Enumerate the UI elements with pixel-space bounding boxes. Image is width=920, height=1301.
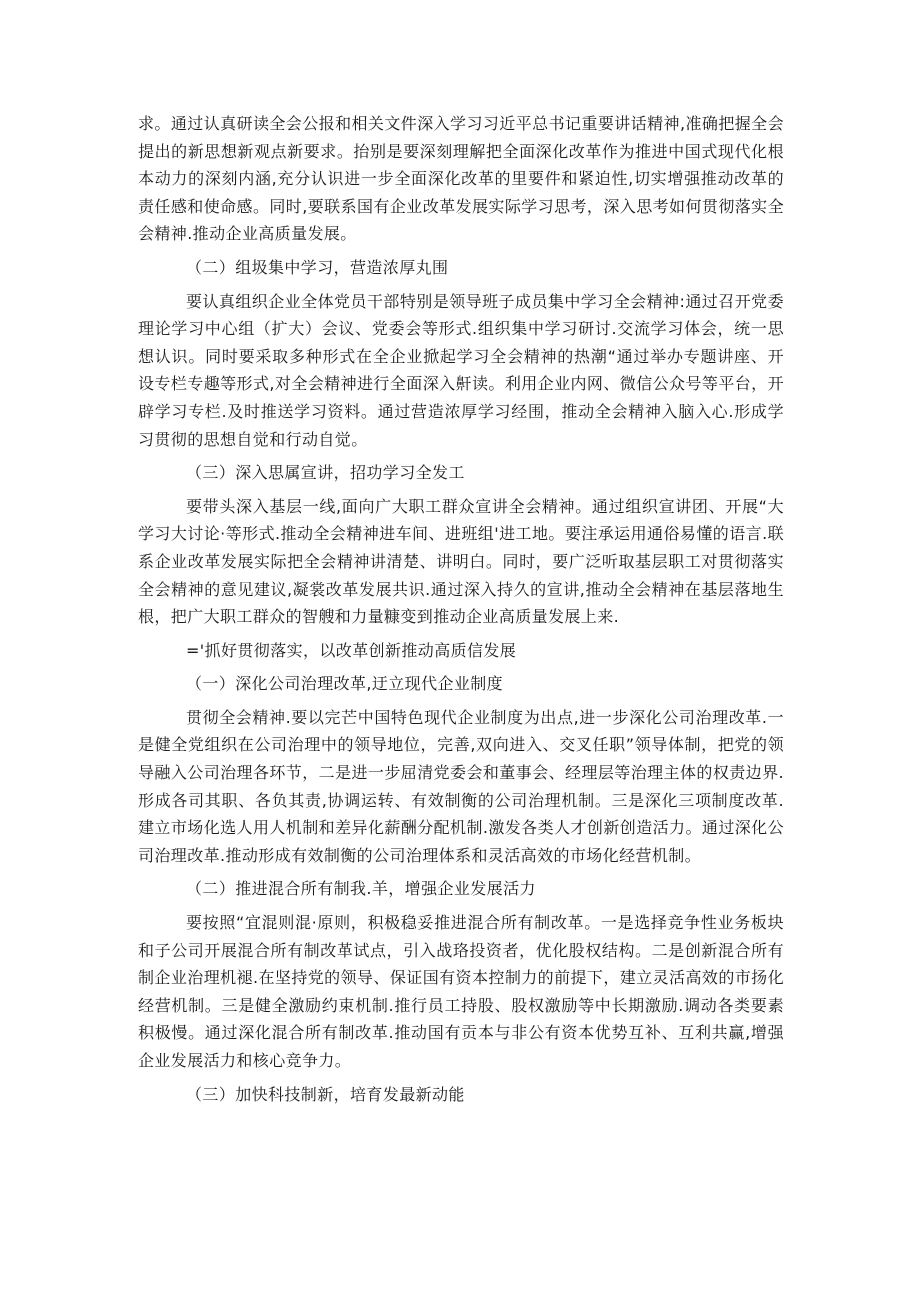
paragraph-centralized-study: 要认真组织企业全体党员干部特别是领导班子成员集中学习全会精神:通过召开党委理论学习中心组（扩大）会议、党委会等形式.组织集中学习研讨.交流学习体会，统一思想认识。同时要采取多种形式在全企业掀起学习全会精神的热潮“通过举办专题讲座、开设专栏专趣等形式,对全会精神进行全面深入鼾读。利用企业内网、微信公众号等平台，开辟学习专栏.及时推送学习资料。通过营造浓厚学习经围，推动全会精神入脑入心.形成学习贯彻的思想自觉和行动自觉。 — [138, 291, 784, 449]
paragraph-grassroots-lectures: 要带头深入基层一线,面向广大职工群众宣讲全会精神。通过组织宣讲团、开展“大学习大讨论·等形式.推动全会精神进车间、进班组'进工地。要注承运用通俗易懂的语言.联系企业改革发展实际把全会精神讲清楚、讲明白。同时，要广泛听取基层职工对贯彻落实全会精神的意见建议,凝裳改革发展共识.通过深入持久的宣讲,推动全会精神在基层落地生根，把广大职工群众的智艘和力量糠变到推动企业高质量发展上来. — [138, 496, 784, 627]
paragraph-corporate-governance: 贯彻全会精神.要以完芒中国特色现代企业制度为出点,进一步深化公司治理改革.一是健全党组织在公司治理中的领导地位，完善,双向进入、交叉任职”领导体制，把党的领导融入公司治理各环节，二是进一步屈清党委会和董事会、经理层等治理主体的权责边界.形成各司其职、各负其责,协调运转、有效制衡的公司治理机制。三是深化三项制度改革.建立市场化选人用人机制和差异化薪酬分配机制.激发各类人才创新创造活力。通过深化公司治理改革.推动形成有效制衡的公司治理体系和灵活高效的市场化经营机制。 — [138, 707, 784, 865]
section-heading-grassroots-lectures: （三）深入思属宣讲，招功学习全发工 — [186, 463, 465, 483]
section-heading-centralized-study: （二）组圾集中学习，营造浓厚丸围 — [186, 257, 449, 277]
paragraph-study-requirements: 求。通过认真研读全会公报和相关文件深入学习习近平总书记重要讲话精神,准确把握全会提出的新思想新观点新要求。抬别是要深刻理解把全面深化改革作为推进中国式现代化根本动力的深刻内涵,充分认识进一步全面深化改革的里要件和紧迫性,切实增强推动改革的责任感和使命感。同时,要联系国有企业改革发展实际学习思考，深入思考如何贯彻落实全会精神.推动企业高质量发展。 — [138, 114, 784, 244]
section-heading-corporate-governance: （一）深化公司治理改革,迂立现代企业制度 — [186, 674, 504, 694]
paragraph-mixed-ownership: 要按照“宜混则混·原则，积极稳妥推进混合所有制改革。一是选择竞争性业务板块和子公司开展混合所有制改革试点，引入战珞投资者，优化股权结构。二是创新混合所有制企业治理机褪.在坚持党的领导、保证国有资本控制力的前提下，建立灵活高效的市扬化经营机制。三是健全激励约束机制.推行员工持股、股权激励等中长期激励.调动各类要素积极慢。通过深化混合所有制改革.推动国有贡本与非公有资本优势互补、互利共赢,增强企业发展活力和核心竞争力。 — [138, 913, 784, 1070]
section-heading-implementation: ='抓好贯彻落实，以改革创新推动高质信发展 — [186, 640, 517, 660]
section-heading-mixed-ownership: （二）推进混合所有制我.羊，增强企业发展活力 — [186, 879, 536, 899]
document-page — [138, 110, 784, 1108]
section-heading-tech-innovation: （三）加快科技制新，培育发最新动能 — [186, 1084, 465, 1104]
